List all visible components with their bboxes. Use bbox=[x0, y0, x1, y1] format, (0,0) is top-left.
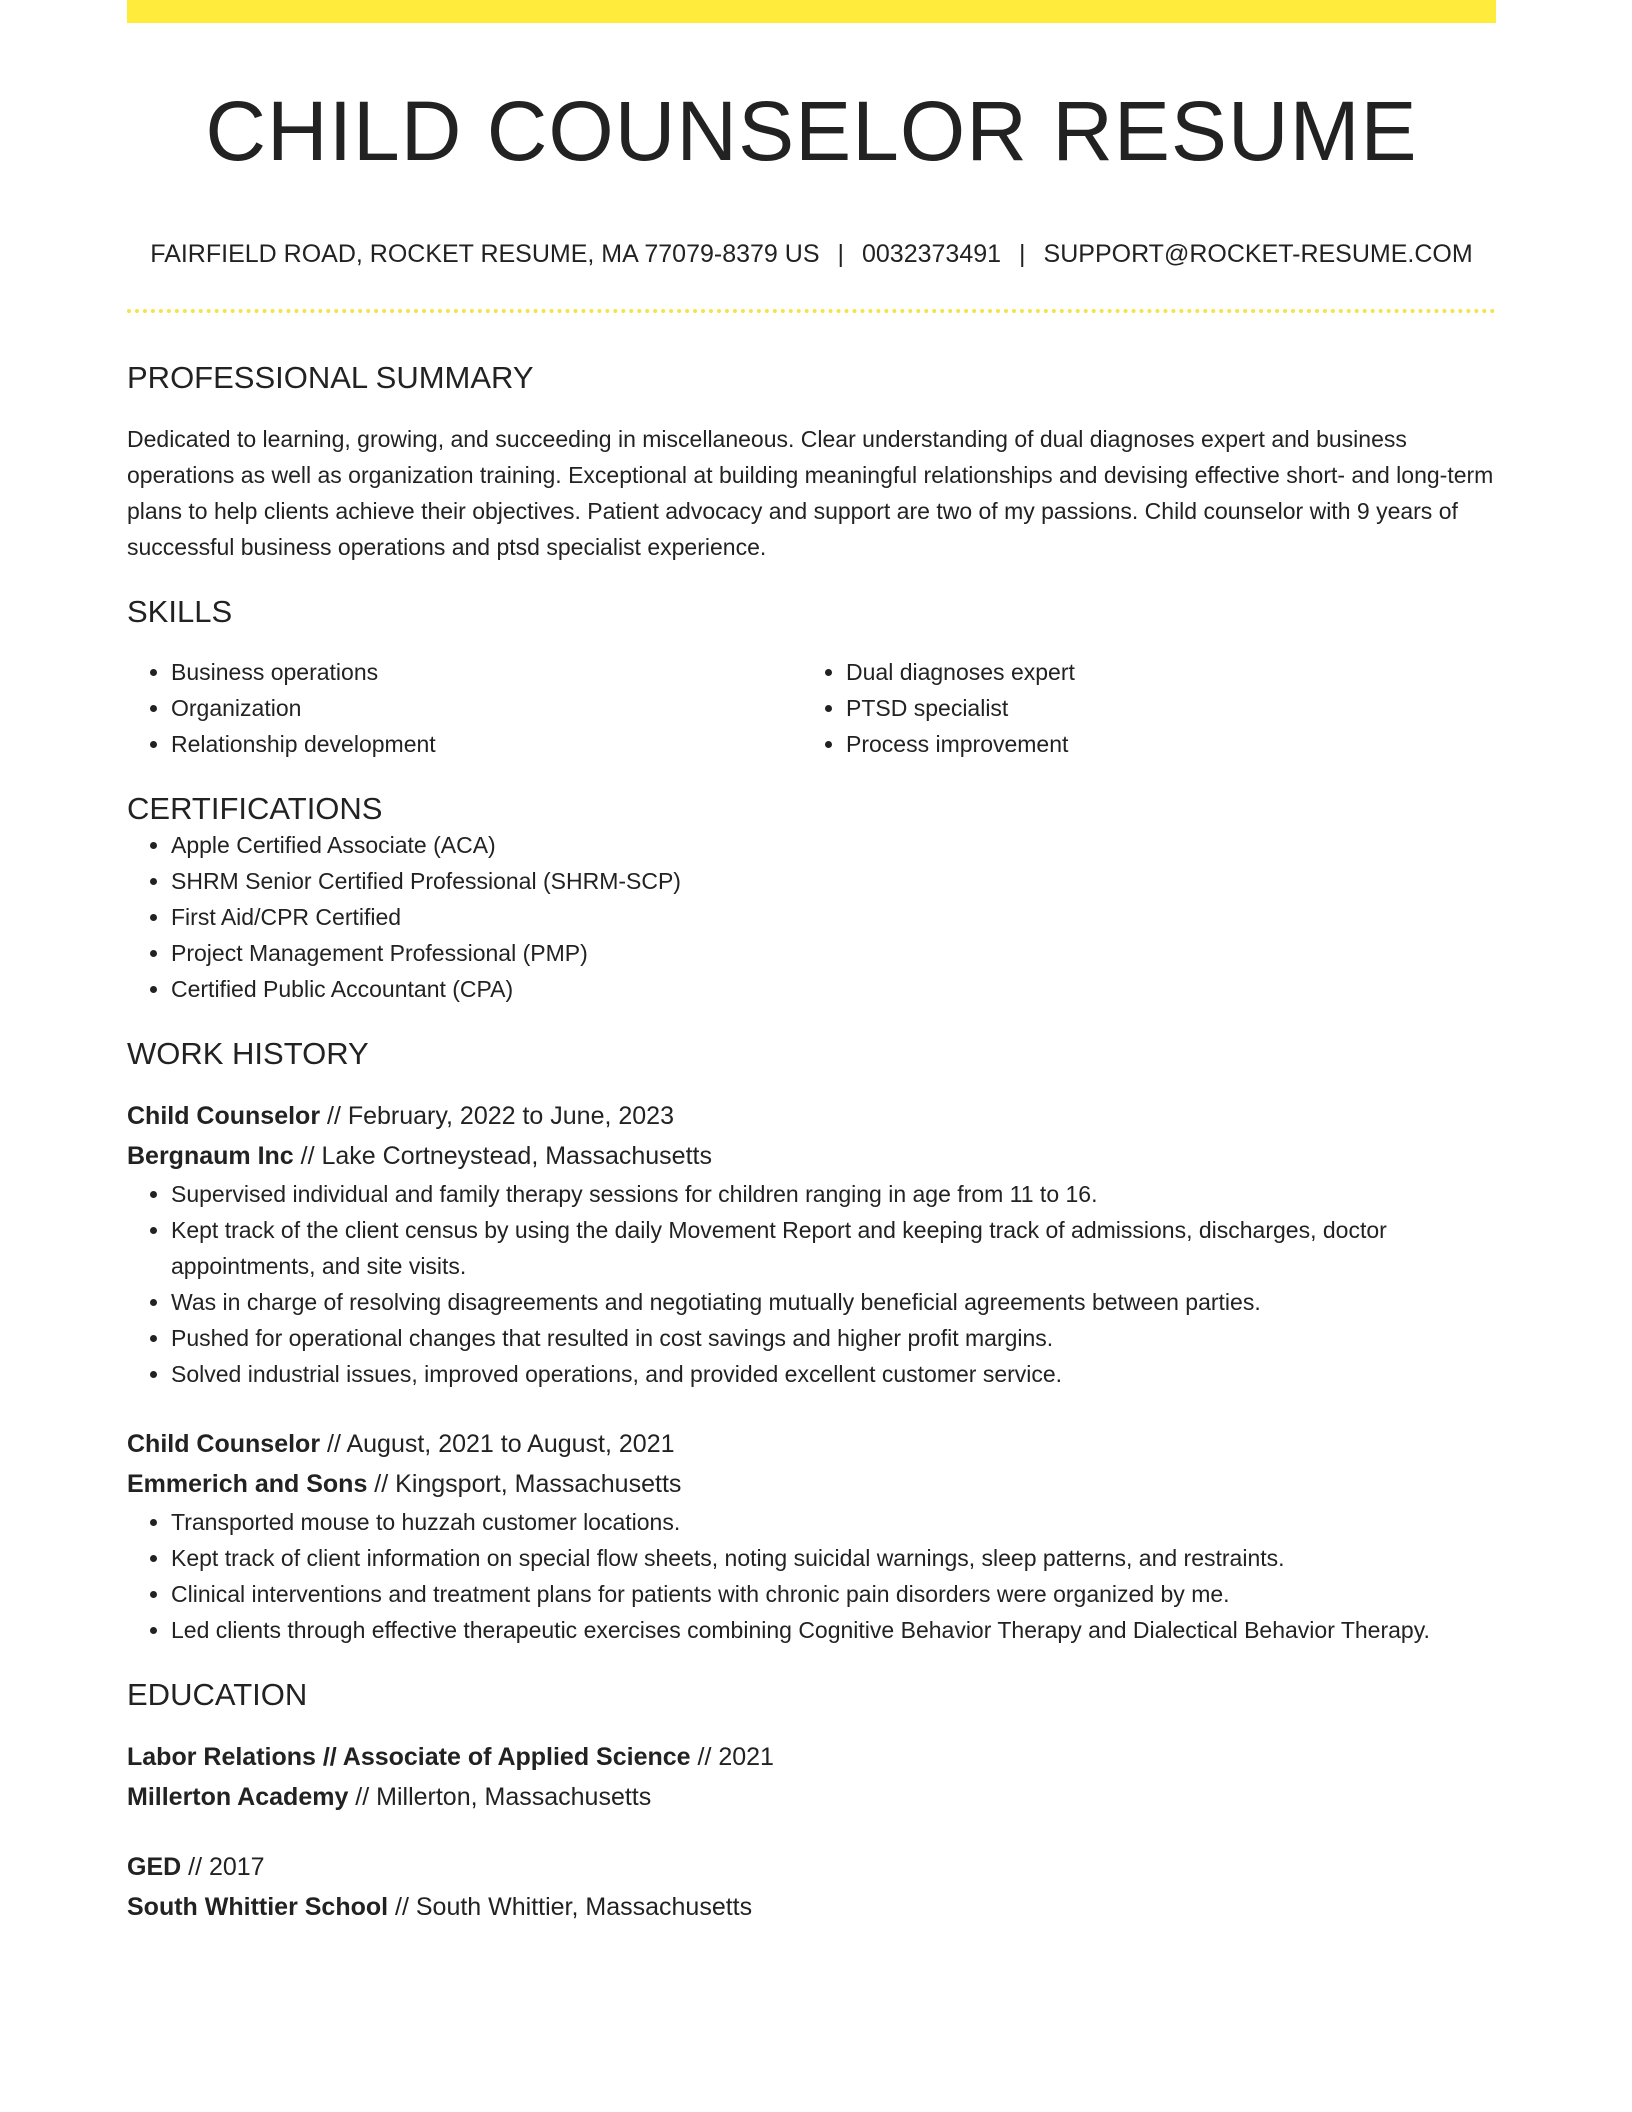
education-school: South Whittier School bbox=[127, 1893, 389, 1922]
certifications-list bbox=[127, 827, 1496, 1007]
address: FAIRFIELD ROAD, ROCKET RESUME, MA 77079-8379 US bbox=[150, 240, 820, 269]
resume-title: CHILD COUNSELOR RESUME bbox=[205, 84, 1418, 178]
education-degree-line bbox=[127, 1737, 1496, 1777]
contact-separator: | bbox=[1019, 240, 1026, 269]
education-school-line bbox=[127, 1887, 1496, 1927]
certification-item: • Apple Certified Associate (ACA) bbox=[171, 827, 1496, 863]
resume-page bbox=[127, 0, 1496, 1927]
skill-item: • Organization bbox=[171, 690, 802, 726]
education-school: Millerton Academy bbox=[127, 1783, 349, 1812]
education-heading: EDUCATION bbox=[127, 1677, 308, 1713]
job-role: Child Counselor bbox=[127, 1102, 321, 1131]
skills-heading: SKILLS bbox=[127, 593, 233, 629]
work-history-heading: WORK HISTORY bbox=[127, 1035, 369, 1071]
job-duties-list bbox=[127, 1176, 1496, 1392]
education-degree: GED bbox=[127, 1853, 182, 1882]
job-duty: • Solved industrial issues, improved operations, and provided excellent customer service. bbox=[171, 1356, 1496, 1392]
job-title-line bbox=[127, 1096, 1496, 1136]
skills-grid bbox=[127, 654, 1496, 762]
education-degree: Labor Relations // Associate of Applied Science bbox=[127, 1743, 691, 1772]
email[interactable]: SUPPORT@ROCKET-RESUME.COM bbox=[1043, 240, 1473, 269]
contact-separator: | bbox=[837, 240, 844, 269]
job-duty: • Led clients through effective therapeutic exercises combining Cognitive Behavior Therapy and Dialectical Behavior Therapy. bbox=[171, 1612, 1496, 1648]
job-dates: // August, 2021 to August, 2021 bbox=[320, 1430, 675, 1459]
job-duty: • Supervised individual and family therapy sessions for children ranging in age from 11 to 16. bbox=[171, 1176, 1496, 1212]
contact-line bbox=[127, 239, 1496, 269]
top-accent-bar bbox=[127, 0, 1496, 23]
dotted-divider bbox=[127, 309, 1496, 313]
job-duty: • Pushed for operational changes that resulted in cost savings and higher profit margins. bbox=[171, 1320, 1496, 1356]
certification-item: • Project Management Professional (PMP) bbox=[171, 935, 1496, 971]
skill-item: • Dual diagnoses expert bbox=[846, 654, 1477, 690]
job-duty: • Kept track of the client census by using the daily Movement Report and keeping track of admissions, discharges, doctor appointments, and site visits. bbox=[171, 1212, 1496, 1284]
job-company-line bbox=[127, 1136, 1496, 1176]
skill-item: • Business operations bbox=[171, 654, 802, 690]
education-year: // 2021 bbox=[690, 1743, 774, 1772]
certification-item: • SHRM Senior Certified Professional (SHRM-SCP) bbox=[171, 863, 1496, 899]
certification-item: • Certified Public Accountant (CPA) bbox=[171, 971, 1496, 1007]
education-school-line bbox=[127, 1777, 1496, 1817]
education-year: // 2017 bbox=[181, 1853, 265, 1882]
job-duties-list bbox=[127, 1504, 1496, 1648]
job-location: // Lake Cortneystead, Massachusetts bbox=[293, 1142, 712, 1171]
skill-item: • Relationship development bbox=[171, 726, 802, 762]
job-company: Bergnaum Inc bbox=[127, 1142, 294, 1171]
skills-column-left bbox=[127, 654, 802, 762]
skill-item: • Process improvement bbox=[846, 726, 1477, 762]
job-location: // Kingsport, Massachusetts bbox=[367, 1470, 682, 1499]
education-degree-line bbox=[127, 1847, 1496, 1887]
job-duty: • Transported mouse to huzzah customer locations. bbox=[171, 1504, 1496, 1540]
skills-list-left bbox=[127, 654, 802, 762]
education-location: // South Whittier, Massachusetts bbox=[388, 1893, 753, 1922]
skill-item: • PTSD specialist bbox=[846, 690, 1477, 726]
summary-text: Dedicated to learning, growing, and succeeding in miscellaneous. Clear understanding of dual diagnoses expert and business operations as well as organization training. Exceptional at building meaningful relationships and devising effective short- and long-term plans to help clients achieve their objectives. Patient advocacy and support are two of my passions. Child counselor with 9 years of successful business operations and ptsd specialist experience. bbox=[127, 425, 1494, 560]
skills-list-right bbox=[802, 654, 1477, 762]
job-company-line bbox=[127, 1464, 1496, 1504]
job-company: Emmerich and Sons bbox=[127, 1470, 368, 1499]
phone: 0032373491 bbox=[862, 240, 1002, 269]
job-title-line bbox=[127, 1424, 1496, 1464]
job-duty: • Clinical interventions and treatment plans for patients with chronic pain disorders were organized by me. bbox=[171, 1576, 1496, 1612]
skills-column-right bbox=[802, 654, 1477, 762]
job-role: Child Counselor bbox=[127, 1430, 321, 1459]
education-location: // Millerton, Massachusetts bbox=[348, 1783, 652, 1812]
job-dates: // February, 2022 to June, 2023 bbox=[320, 1102, 674, 1131]
certification-item: • First Aid/CPR Certified bbox=[171, 899, 1496, 935]
summary-heading: PROFESSIONAL SUMMARY bbox=[127, 360, 534, 396]
job-duty: • Kept track of client information on special flow sheets, noting suicidal warnings, sleep patterns, and restraints. bbox=[171, 1540, 1496, 1576]
job-duty: • Was in charge of resolving disagreements and negotiating mutually beneficial agreements between parties. bbox=[171, 1284, 1496, 1320]
certifications-heading: CERTIFICATIONS bbox=[127, 790, 383, 826]
